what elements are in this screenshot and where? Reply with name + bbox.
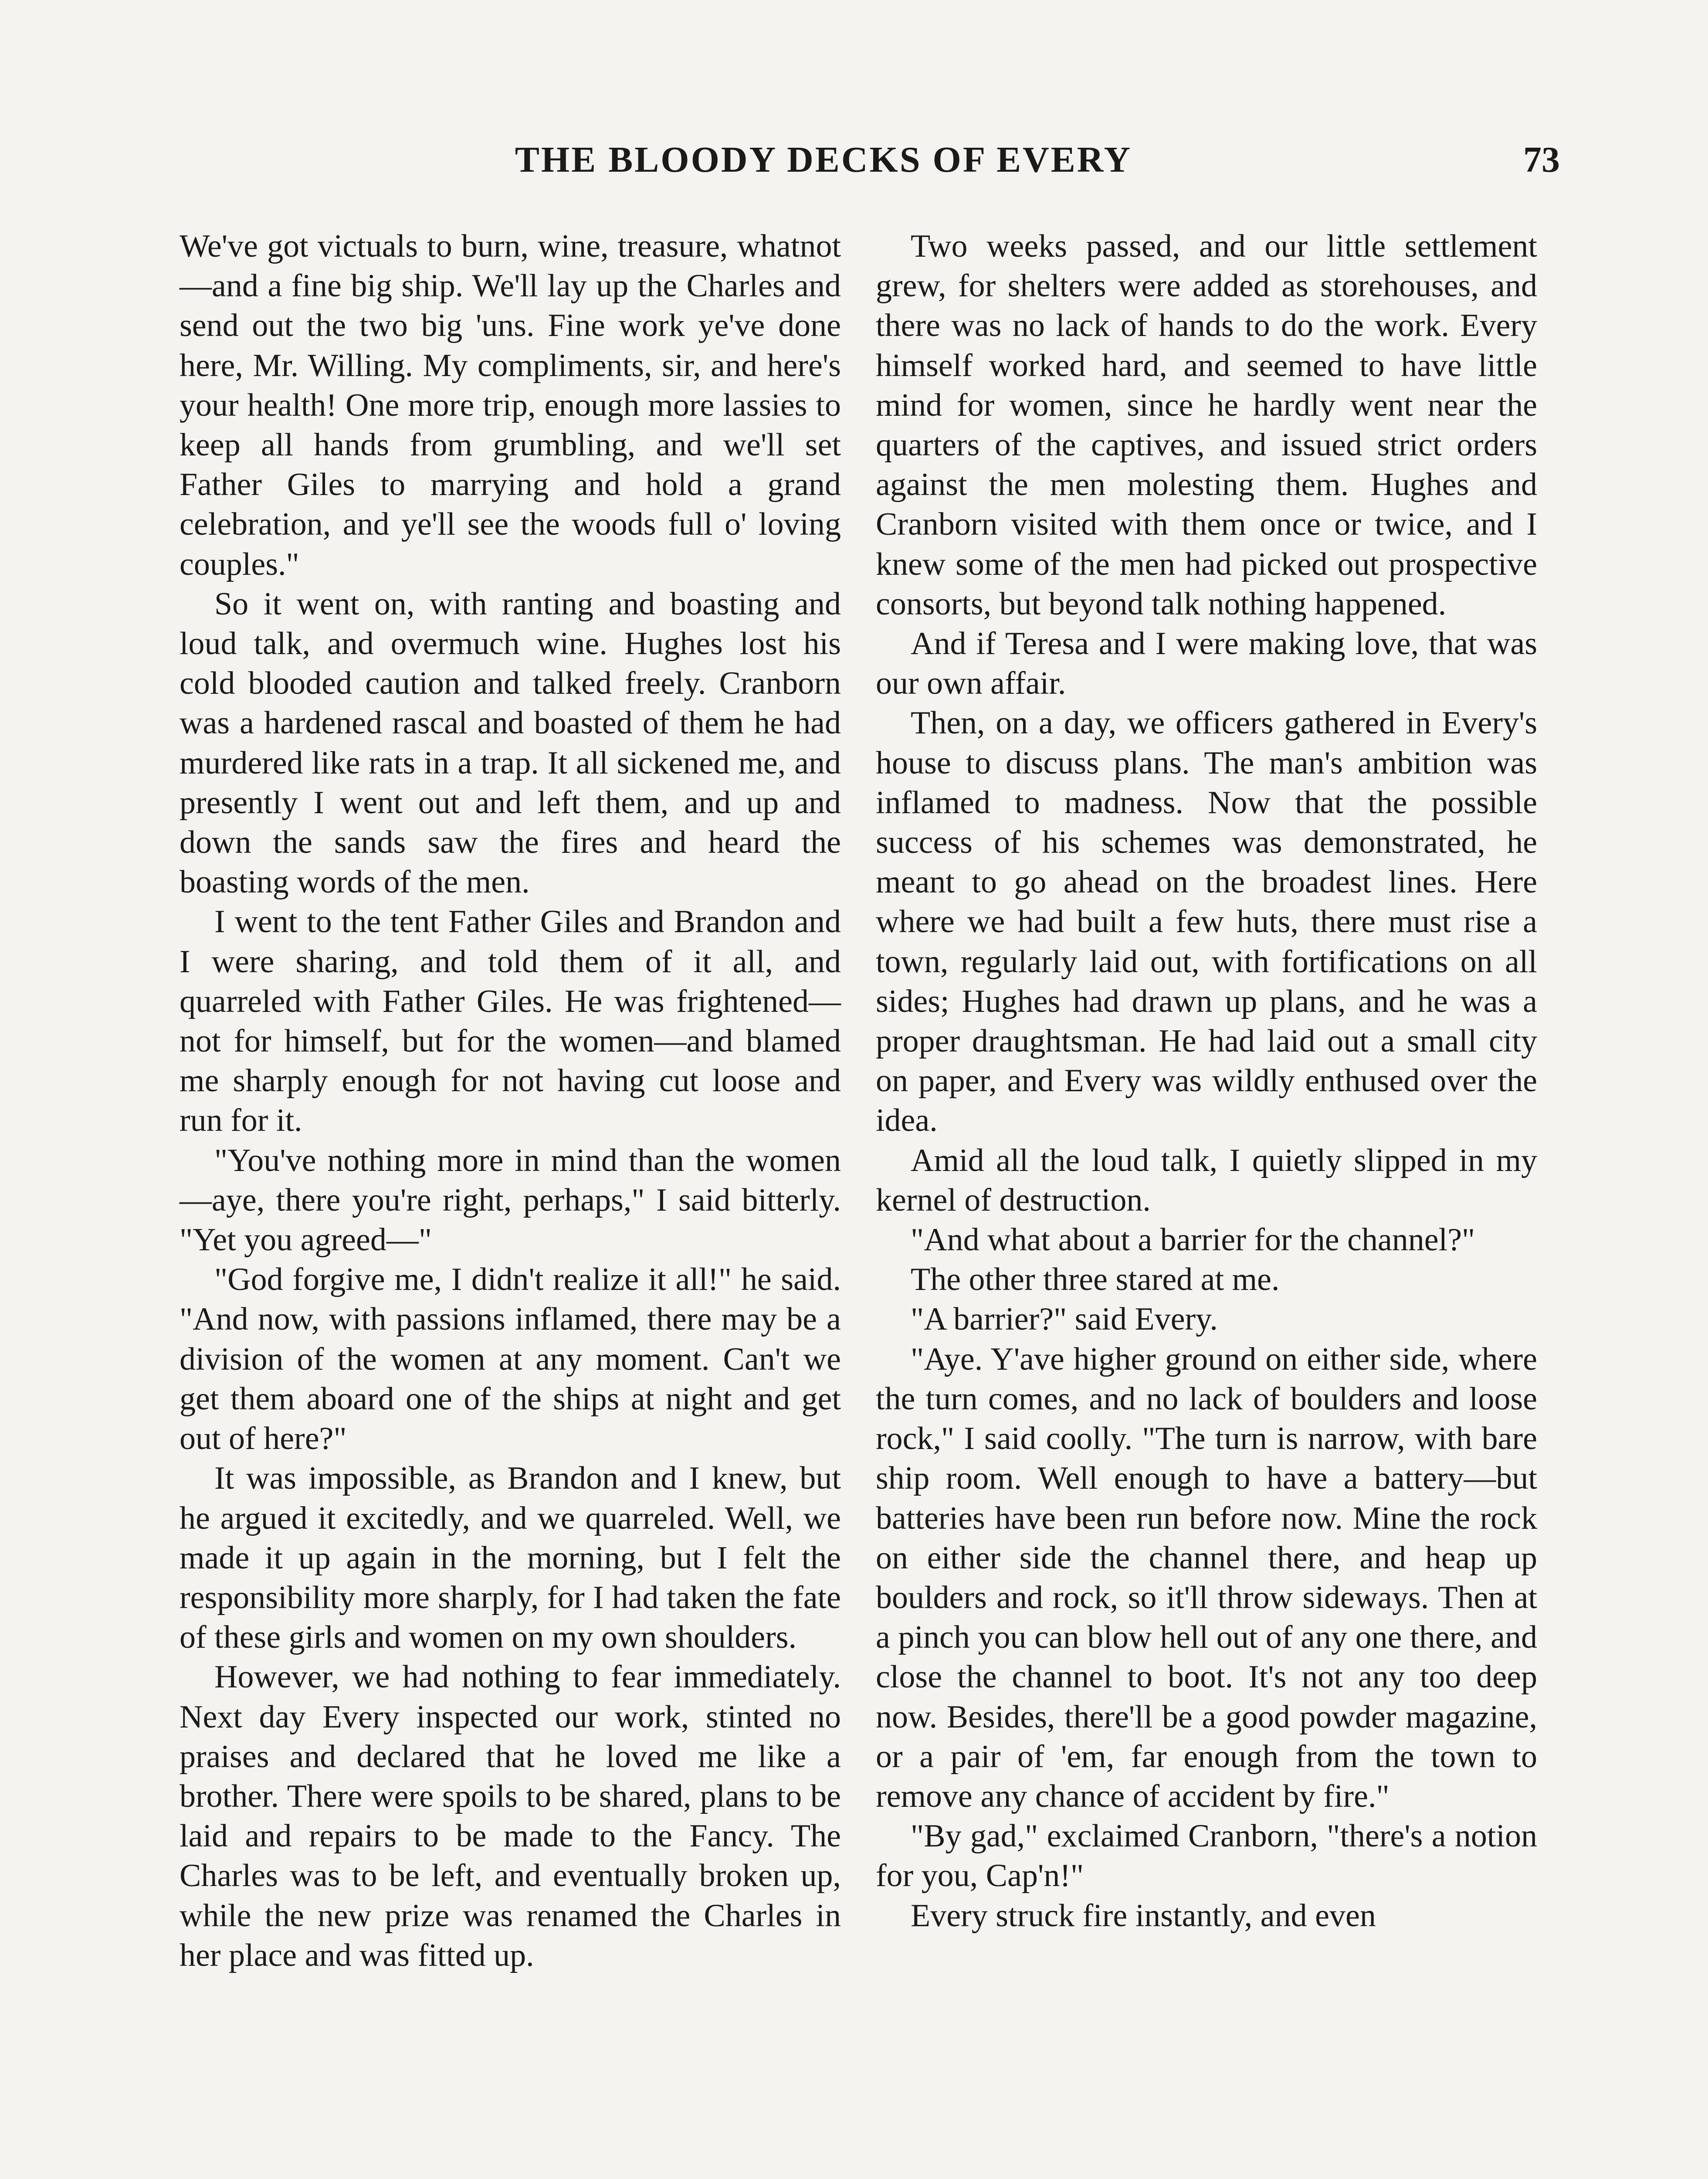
paragraph: However, we had nothing to fear immediately. Next day Every inspected our work, stinted no praises and declared that he loved me like a brother. There were spoils to be shared, plans to be laid and repairs to be made to the Fancy. The Charles was to be left, and eventually broken up, while the new prize was renamed the Charles in her place and was fitted up.: [180, 1659, 841, 1973]
paragraph: Then, on a day, we officers gathered in Every's house to discuss plans. The man's ambition was inflamed to madness. Now that the possible success of his schemes was demonstrated, he meant to go ahead on the broadest lines. Here where we had built a few huts, there must rise a town, regularly laid out, with fortifications on all sides; Hughes had drawn up plans, and he was a proper draughtsman. He had laid out a small city on paper, and Every was wildly enthused over the idea.: [876, 705, 1537, 1139]
running-title: THE BLOODY DECKS OF EVERY: [515, 139, 1132, 180]
right-column: [876, 227, 1537, 1936]
page-header: [174, 139, 1560, 187]
paragraph: And if Teresa and I were making love, that was our own affair.: [876, 626, 1537, 702]
paragraph: Amid all the loud talk, I quietly slipped in my kernel of destruction.: [876, 1142, 1537, 1218]
paragraph: "A barrier?" said Every.: [911, 1301, 1218, 1337]
paragraph: Every struck fire instantly, and even: [911, 1897, 1376, 1934]
paragraph: We've got victuals to burn, wine, treasure, whatnot—and a fine big ship. We'll lay up the Charles and send out the two big 'uns. Fine work ye've done here, Mr. Willing. My compliments, sir, and here's your health! One more trip, enough more lassies to keep all hands from grumbling, and we'll set Father Giles to marrying and hold a grand celebration, and ye'll see the woods full o' loving couples.": [180, 228, 841, 582]
left-column: [180, 227, 841, 1975]
paragraph: The other three stared at me.: [911, 1262, 1280, 1298]
paragraph: "Aye. Y'ave higher ground on either side, where the turn comes, and no lack of boulders and loose rock," I said coolly. "The turn is narrow, with bare ship room. Well enough to have a battery—but batteries have been run before now. Mine the rock on either side the channel there, and heap up boulders and rock, so it'll throw sideways. Then at a pinch you can blow hell out of any one there, and close the channel to boot. It's not any too deep now. Besides, there'll be a good powder magazine, or a pair of 'em, far enough from the town to remove any chance of accident by fire.": [876, 1341, 1537, 1814]
paragraph: It was impossible, as Brandon and I knew, but he argued it excitedly, and we quarreled. Well, we made it up again in the morning, but I felt the responsibility more sharply, for I had taken the fate of these girls and women on my own shoulders.: [180, 1460, 841, 1656]
paragraph: So it went on, with ranting and boasting and loud talk, and overmuch wine. Hughes lost his cold blooded caution and talked freely. Cranborn was a hardened rascal and boasted of them he had murdered like rats in a trap. It all sickened me, and presently I went out and left them, and up and down the sands saw the fires and heard the boasting words of the men.: [180, 586, 841, 900]
page-number: 73: [1523, 139, 1560, 180]
paragraph: "You've nothing more in mind than the women—aye, there you're right, perhaps," I said bitterly. "Yet you agreed—": [180, 1142, 841, 1258]
paragraph: Two weeks passed, and our little settlement grew, for shelters were added as storehouses, and there was no lack of hands to do the work. Every himself worked hard, and seemed to have little mind for women, since he hardly went near the quarters of the captives, and issued strict orders against the men molesting them. Hughes and Cranborn visited with them once or twice, and I knew some of the men had picked out prospective consorts, but beyond talk nothing happened.: [876, 228, 1537, 622]
paragraph: "God forgive me, I didn't realize it all!" he said. "And now, with passions inflamed, there may be a division of the women at any moment. Can't we get them aboard one of the ships at night and get out of here?": [180, 1262, 841, 1457]
paragraph: "By gad," exclaimed Cranborn, "there's a notion for you, Cap'n!": [876, 1818, 1537, 1894]
paragraph: I went to the tent Father Giles and Brandon and I were sharing, and told them of it all, and quarreled with Father Giles. He was frightened—not for himself, but for the women—and blamed me sharply enough for not having cut loose and run for it.: [180, 904, 841, 1139]
paragraph: "And what about a barrier for the channel?": [911, 1222, 1475, 1258]
